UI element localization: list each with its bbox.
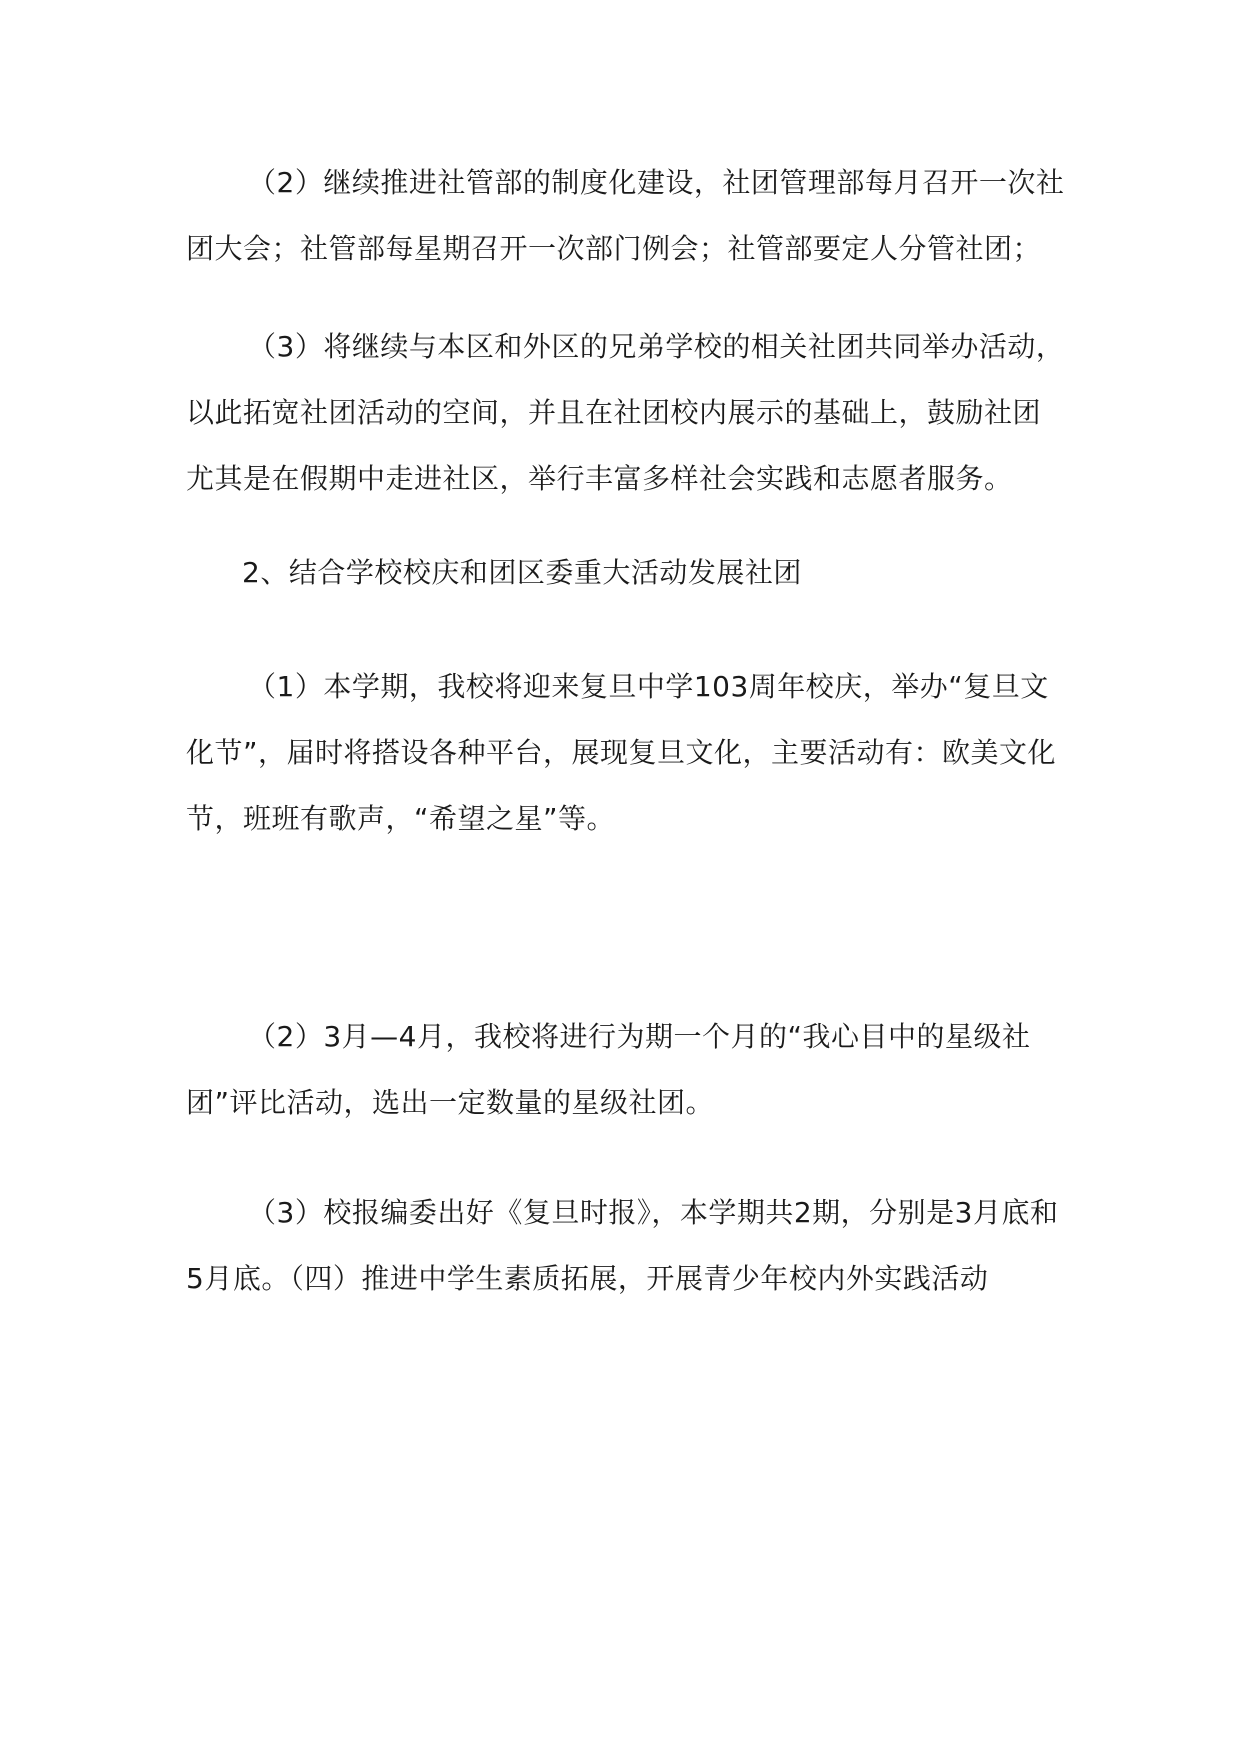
paragraph-star-club-evaluation: （2）3月—4月，我校将进行为期一个月的“我心目中的星级社团”评比活动，选出一定数量的星级社团。	[186, 1020, 1031, 1119]
section-heading-anniversary: 2、结合学校校庆和团区委重大活动发展社团	[242, 556, 802, 589]
paragraph-culture-festival: （1）本学期，我校将迎来复旦中学103周年校庆，举办“复旦文化节”，届时将搭设各种平台，展现复旦文化，主要活动有：欧美文化节，班班有歌声，“希望之星”等。	[186, 670, 1057, 835]
paragraph-joint-activities: （3）将继续与本区和外区的兄弟学校的相关社团共同举办活动，以此拓宽社团活动的空间，并且在社团校内展示的基础上，鼓励社团尤其是在假期中走进社区，举行丰富多样社会实践和志愿者服务。	[186, 330, 1065, 495]
paragraph-school-newspaper: （3）校报编委出好《复旦时报》，本学期共2期，分别是3月底和5月底。（四）推进中学生素质拓展，开展青少年校内外实践活动	[186, 1196, 1059, 1295]
paragraph-club-management-system: （2）继续推进社管部的制度化建设，社团管理部每月召开一次社团大会；社管部每星期召开一次部门例会；社管部要定人分管社团；	[186, 166, 1065, 265]
